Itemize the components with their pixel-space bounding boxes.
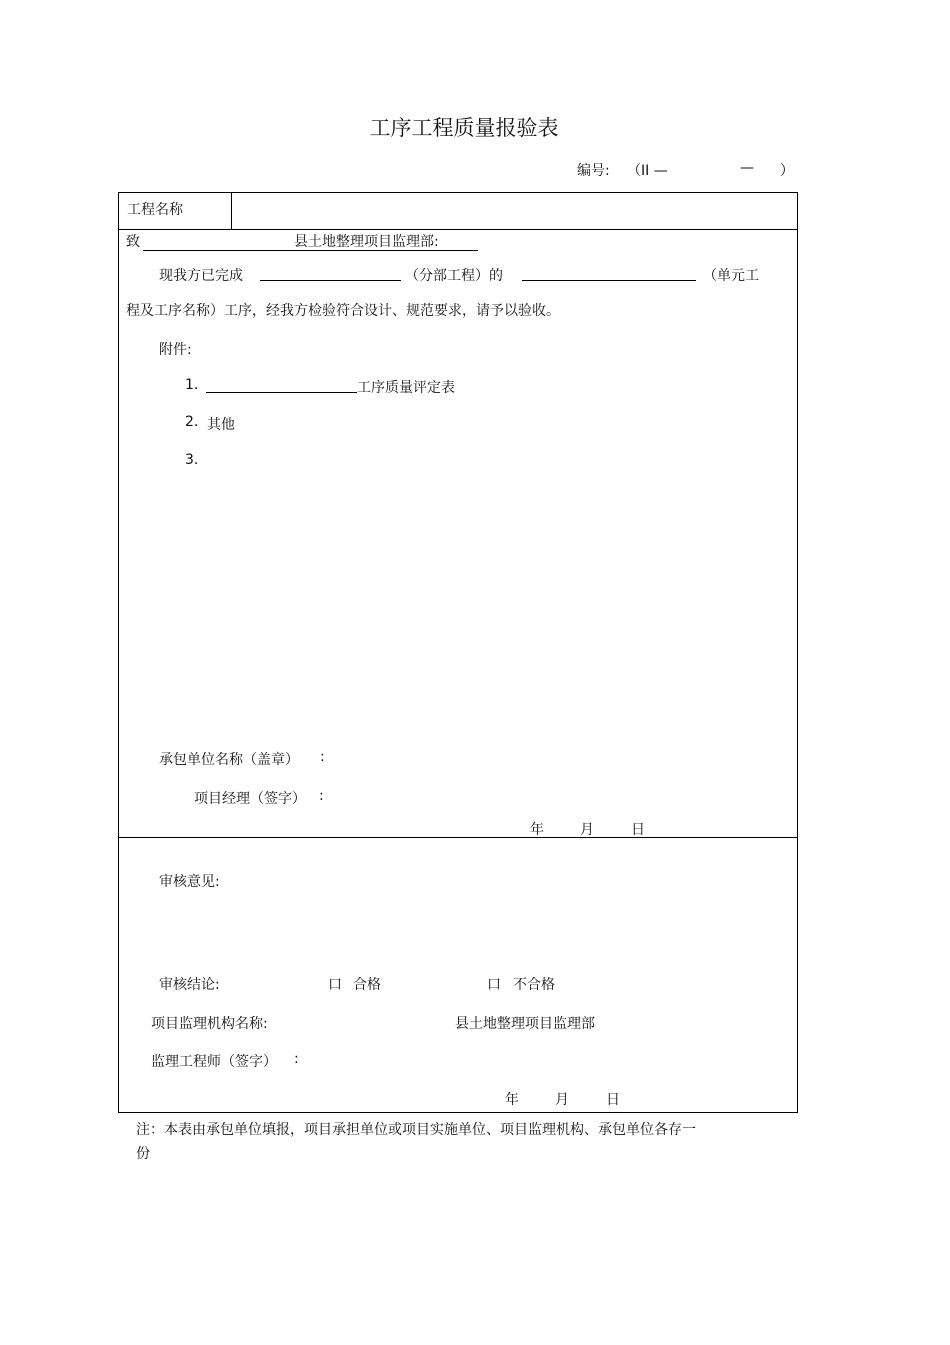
agency-name-label: 项目监理机构名称: [151,1016,268,1032]
engineer-colon: : [294,1051,299,1067]
agency-name-value: 县土地整理项目监理部 [455,1016,595,1032]
form-table [118,192,798,1113]
subproject-field[interactable] [260,280,401,281]
contractor-name-label: 承包单位名称（盖章） [159,752,299,768]
project-manager-label: 项目经理（签字） [194,791,306,807]
contractor-name-colon: : [320,749,325,765]
body-text-1: 现我方已完成 [159,268,243,284]
body-text-mid: （分部工程）的 [405,268,503,284]
fail-label: 不合格 [513,977,555,993]
review-conclusion-label: 审核结论: [159,977,220,993]
attachment-2-text: 其他 [207,417,235,433]
row-divider-1 [118,229,797,230]
row-divider-2 [118,837,797,838]
serial-open: （II — [627,163,668,179]
name-cell-divider [231,192,232,229]
review-date-year: 年 [505,1092,519,1108]
attachment-3-num: 3. [185,452,199,468]
engineer-label: 监理工程师（签字） [151,1054,277,1070]
serial-dash: — [740,160,754,176]
recipient-text: 县土地整理项目监理部: [294,234,439,250]
project-name-field[interactable] [233,194,795,227]
project-manager-colon: : [319,788,324,804]
review-date-day: 日 [606,1092,620,1108]
pass-label: 合格 [353,977,381,993]
attachment-1-num: 1. [185,377,199,393]
footnote-line-1: 注：本表由承包单位填报，项目承担单位或项目实施单位、项目监理机构、承包单位各存一 [136,1122,696,1138]
footnote-line-2: 份 [136,1146,150,1162]
pass-checkbox[interactable]: 口 [328,977,342,993]
body-text-2: 程及工序名称）工序，经我方检验符合设计、规范要求，请予以验收。 [126,303,560,319]
review-opinion-label: 审核意见: [159,874,220,890]
attachment-1-field[interactable] [206,392,357,393]
review-date-month: 月 [555,1092,569,1108]
project-name-label: 工程名称 [127,202,183,218]
fail-checkbox[interactable]: 口 [487,977,501,993]
serial-label: 编号: [577,163,610,179]
contractor-date-month: 月 [580,822,594,838]
attachments-label: 附件: [159,342,192,358]
body-text-end: （单元工 [703,268,759,284]
contractor-date-year: 年 [530,822,544,838]
to-prefix: 致 [126,234,140,250]
attachment-2-num: 2. [185,414,199,430]
contractor-date-day: 日 [631,822,645,838]
attachment-1-text: 工序质量评定表 [357,380,455,396]
unit-process-field[interactable] [522,280,696,281]
page-title: 工序工程质量报验表 [369,116,559,140]
serial-close: ） [780,163,794,179]
